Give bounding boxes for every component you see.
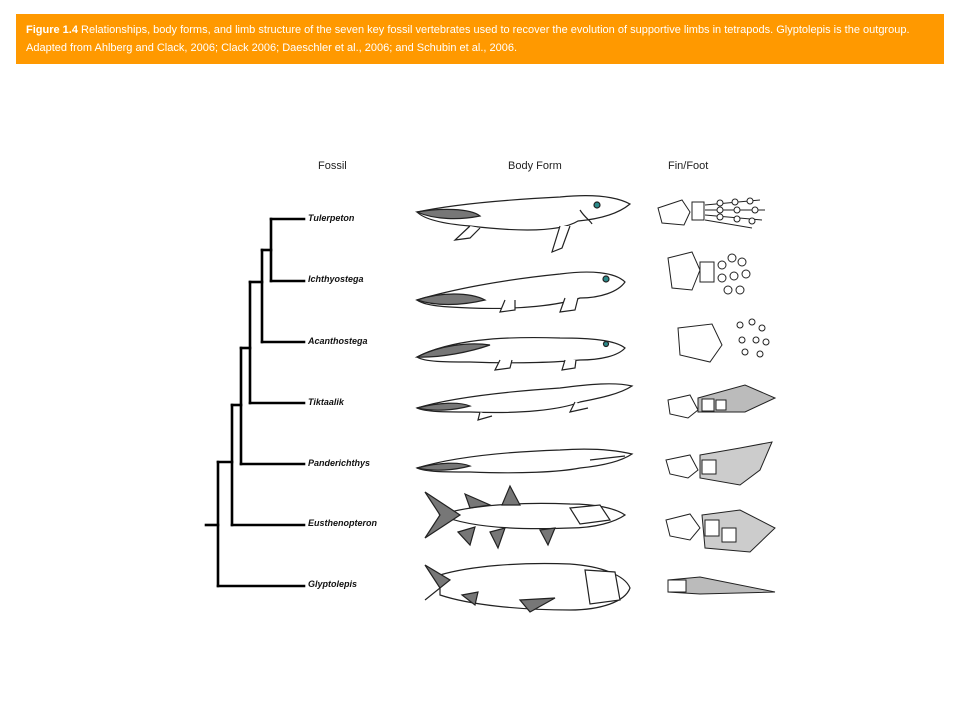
fin-foot-panderichthys	[666, 442, 772, 485]
body-form-acanthostega	[417, 338, 625, 370]
taxon-label-eusthenopteron: Eusthenopteron	[308, 518, 377, 528]
column-header-fin-foot: Fin/Foot	[668, 160, 709, 172]
cladogram	[206, 219, 304, 586]
figure-label: Figure 1.4	[26, 24, 78, 36]
body-form-tiktaalik	[417, 384, 632, 420]
taxon-label-glyptolepis: Glyptolepis	[308, 579, 358, 589]
body-form-tulerpeton	[417, 196, 630, 252]
fin-foot-glyptolepis	[668, 577, 775, 594]
body-form-glyptolepis	[425, 563, 630, 612]
taxon-label-tulerpeton: Tulerpeton	[308, 213, 355, 223]
figure-caption-text: Relationships, body forms, and limb structure of the seven key fossil vertebrates used to recover the evolution of supportive limbs in tetrapods. Glyptolepis is the outgroup. Adapted from Ahlberg and Clack, 2006; Clack 2006; Daeschler et al., 2006; and Schubin et al., 2006.	[26, 24, 910, 54]
body-form-panderichthys	[417, 449, 632, 473]
taxon-label-tiktaalik: Tiktaalik	[308, 397, 344, 407]
taxon-label-acanthostega: Acanthostega	[308, 336, 368, 346]
body-form-eusthenopteron	[425, 486, 625, 548]
fin-foot-acanthostega	[678, 319, 769, 362]
body-form-ichthyostega	[417, 272, 625, 312]
fin-foot-tiktaalik	[668, 385, 775, 418]
taxon-label-ichthyostega: Ichthyostega	[308, 274, 364, 284]
column-header-body-form: Body Form	[508, 160, 562, 172]
fin-foot-eusthenopteron	[666, 510, 775, 552]
fin-foot-ichthyostega	[668, 252, 750, 294]
fin-foot-tulerpeton	[658, 198, 765, 228]
column-header-fossil: Fossil	[318, 160, 347, 172]
taxon-label-panderichthys: Panderichthys	[308, 458, 371, 468]
